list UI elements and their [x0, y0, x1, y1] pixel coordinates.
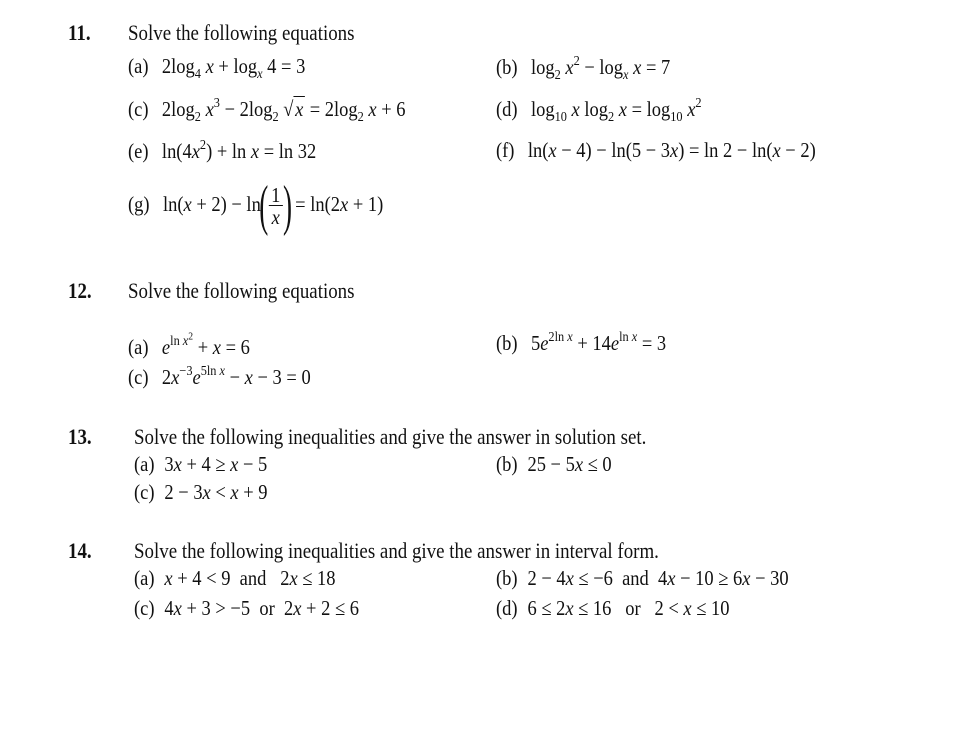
q13-a-label: (a)	[134, 452, 155, 476]
q11-g-label: (g)	[128, 191, 150, 216]
q11-item-f	[496, 138, 816, 163]
question-14-heading: Solve the following inequalities and give the answer in interval form.	[134, 538, 659, 563]
q11-item-d	[496, 96, 702, 126]
q12-item-a	[128, 330, 250, 360]
question-11-heading: Solve the following equations	[128, 20, 355, 45]
q13-b-expression: 25 − 5x ≤ 0	[527, 452, 612, 476]
question-13-heading: Solve the following inequalities and give the answer in solution set.	[134, 424, 647, 449]
q14-a-expression: x + 4 < 9 and 2x ≤ 18	[164, 566, 336, 590]
q11-item-e	[128, 138, 316, 164]
q12-c-expression: $2x^{-3}e^{5ln x} - x - 3 = 0$	[161, 364, 311, 389]
q14-d-label: (d)	[496, 596, 518, 620]
q11-item-c	[128, 96, 406, 126]
q13-b-label: (b)	[496, 452, 518, 476]
q12-a-label: (a)	[128, 334, 149, 359]
question-14-number: 14.	[68, 538, 92, 563]
q11-c-label: (c)	[128, 97, 149, 121]
q11-e-label: (e)	[128, 139, 149, 163]
q12-a-expression: $e^{ln x^2} + x = 6$	[161, 330, 250, 359]
q14-item-c	[134, 596, 359, 621]
q11-item-b	[496, 54, 670, 84]
q13-item-a	[134, 452, 267, 477]
question-12-number: 12.	[68, 278, 92, 303]
q14-d-expression: 6 ≤ 2x ≤ 16 or 2 < x ≤ 10	[527, 596, 730, 620]
q12-b-expression: $5e^{2ln x} + 14e^{ln x} = 3$	[530, 330, 667, 355]
question-12-heading: Solve the following equations	[128, 278, 355, 303]
q14-a-label: (a)	[134, 566, 155, 590]
q14-c-label: (c)	[134, 596, 155, 620]
q13-a-expression: 3x + 4 ≥ x − 5	[164, 452, 268, 476]
q13-c-label: (c)	[134, 480, 155, 504]
q14-b-expression: 2 − 4x ≤ −6 and 4x − 10 ≥ 6x − 30	[527, 566, 789, 590]
q11-a-label: (a)	[128, 54, 149, 78]
q11-b-expression: $\log_2 x^2 - \log_x x = 7$	[530, 54, 671, 83]
q12-item-b	[496, 330, 666, 356]
q11-b-label: (b)	[496, 55, 518, 79]
q12-c-label: (c)	[128, 365, 149, 389]
q11-d-expression: $\log_{10} x$ $\log_2 x = \log_{10} x^2$	[530, 96, 702, 125]
q12-b-label: (b)	[496, 331, 518, 355]
question-11-number: 11.	[68, 20, 91, 45]
q13-item-c	[134, 480, 268, 505]
q12-item-c	[128, 364, 311, 390]
q14-item-d	[496, 596, 730, 621]
q11-g-expression: ln(x + 2) − ln( $\frac{1}{x}$ ) = ln(2x + 1)	[162, 175, 384, 237]
q11-f-expression: ln(x − 4) − ln(5 − 3x) = ln 2 − ln(x − 2)	[527, 138, 816, 162]
question-13-number: 13.	[68, 424, 92, 449]
q14-item-b	[496, 566, 789, 591]
q11-c-expression: $2\log_2$ $x^3 - 2\log_2$ $√x = 2\log_2$ x + 6	[161, 96, 406, 125]
q14-item-a	[134, 566, 336, 591]
q11-d-label: (d)	[496, 97, 518, 121]
q11-item-g	[128, 175, 384, 237]
q13-c-expression: 2 − 3x < x + 9	[164, 480, 268, 504]
q11-a-expression: $2\log_4$ $x + \log_x 4 = 3$	[161, 54, 306, 82]
q14-c-expression: 4x + 3 > −5 or 2x + 2 ≤ 6	[164, 596, 359, 620]
q11-item-a	[128, 54, 305, 83]
q11-e-expression: $\ln(4x^2) + \ln x = \ln 32$	[161, 138, 317, 163]
q13-item-b	[496, 452, 612, 477]
q11-f-label: (f)	[496, 138, 515, 162]
q14-b-label: (b)	[496, 566, 518, 590]
